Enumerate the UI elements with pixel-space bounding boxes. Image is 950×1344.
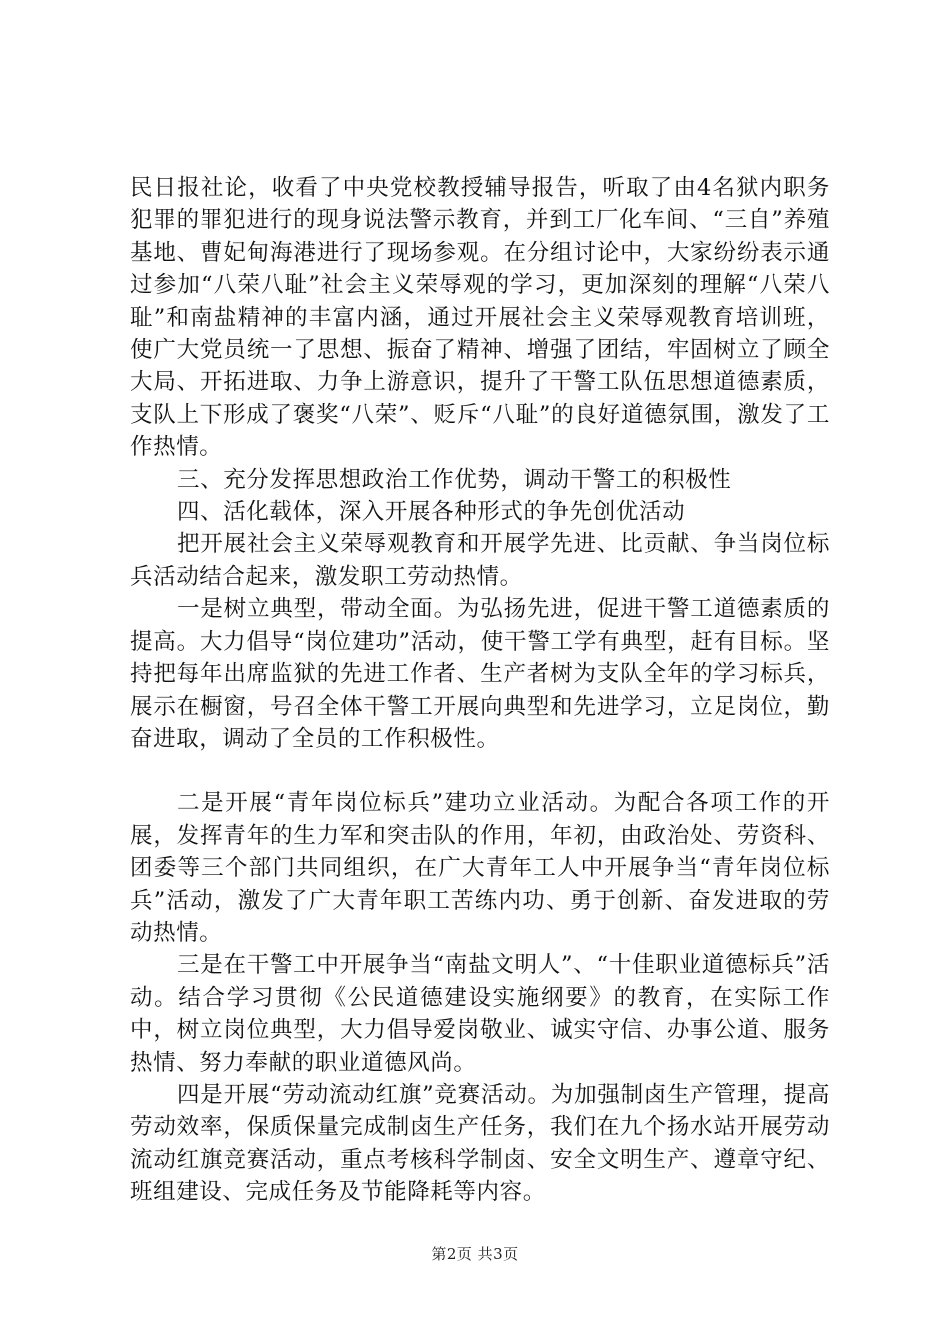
page-number-footer: 第2页 共3页 xyxy=(431,1245,519,1263)
paragraph-spacer xyxy=(130,755,830,787)
paragraph-item-2: 二是开展“青年岗位标兵”建功立业活动。为配合各项工作的开展，发挥青年的生力军和突击队的作用，年初，由政治处、劳资科、团委等三个部门共同组织，在广大青年工人中开展争当“青年岗位标兵”活动，激发了广大青年职工苦练内功、勇于创新、奋发进取的劳动热情。 xyxy=(130,790,830,946)
paragraph-item-3: 三是在干警工中开展争当“南盐文明人”、“十佳职业道德标兵”活动。结合学习贯彻《公民道德建设实施纲要》的教育，在实际工作中，树立岗位典型，大力倡导爱岗敬业、诚实守信、办事公道、服务热情、努力奉献的职业道德风尚。 xyxy=(130,952,830,1076)
section-heading-3: 三、充分发挥思想政治工作优势，调动干警工的积极性 xyxy=(177,466,732,493)
paragraph-intro: 把开展社会主义荣辱观教育和开展学先进、比贡献、争当岗位标兵活动结合起来，激发职工劳动热情。 xyxy=(130,531,830,590)
paragraph-item-1: 一是树立典型，带动全面。为弘扬先进，促进干警工道德素质的提高。大力倡导“岗位建功”活动，使干警工学有典型，赶有目标。坚持把每年出席监狱的先进工作者、生产者树为支队全年的学习标兵，展示在橱窗，号召全体干警工开展向典型和先进学习，立足岗位，勤奋进取，调动了全员的工作积极性。 xyxy=(130,596,830,752)
paragraph-item-4: 四是开展“劳动流动红旗”竞赛活动。为加强制卤生产管理，提高劳动效率，保质保量完成制卤生产任务，我们在九个扬水站开展劳动流动红旗竞赛活动，重点考核科学制卤、安全文明生产、遵章守纪、班组建设、完成任务及节能降耗等内容。 xyxy=(130,1081,830,1206)
paragraph-continuation: 民日报社论，收看了中央党校教授辅导报告，听取了由4名狱内职务犯罪的罪犯进行的现身说法警示教育，并到工厂化车间、“三自”养殖基地、曹妃甸海港进行了现场参观。在分组讨论中，大家纷纷表示通过参加“八荣八耻”社会主义荣辱观的学习，更加深刻的理解“八荣八耻”和南盐精神的丰富内涵，通过开展社会主义荣辱观教育培训班，使广大党员统一了思想、振奋了精神、增强了团结，牢固树立了顾全大局、开拓进取、力争上游意识，提升了干警工队伍思想道德素质，支队上下形成了褒奖“八荣”、贬斥“八耻”的良好道德氛围，激发了工作热情。 xyxy=(130,175,830,461)
section-heading-4: 四、活化载体，深入开展各种形式的争先创优活动 xyxy=(177,499,686,526)
document-body xyxy=(130,172,830,1209)
